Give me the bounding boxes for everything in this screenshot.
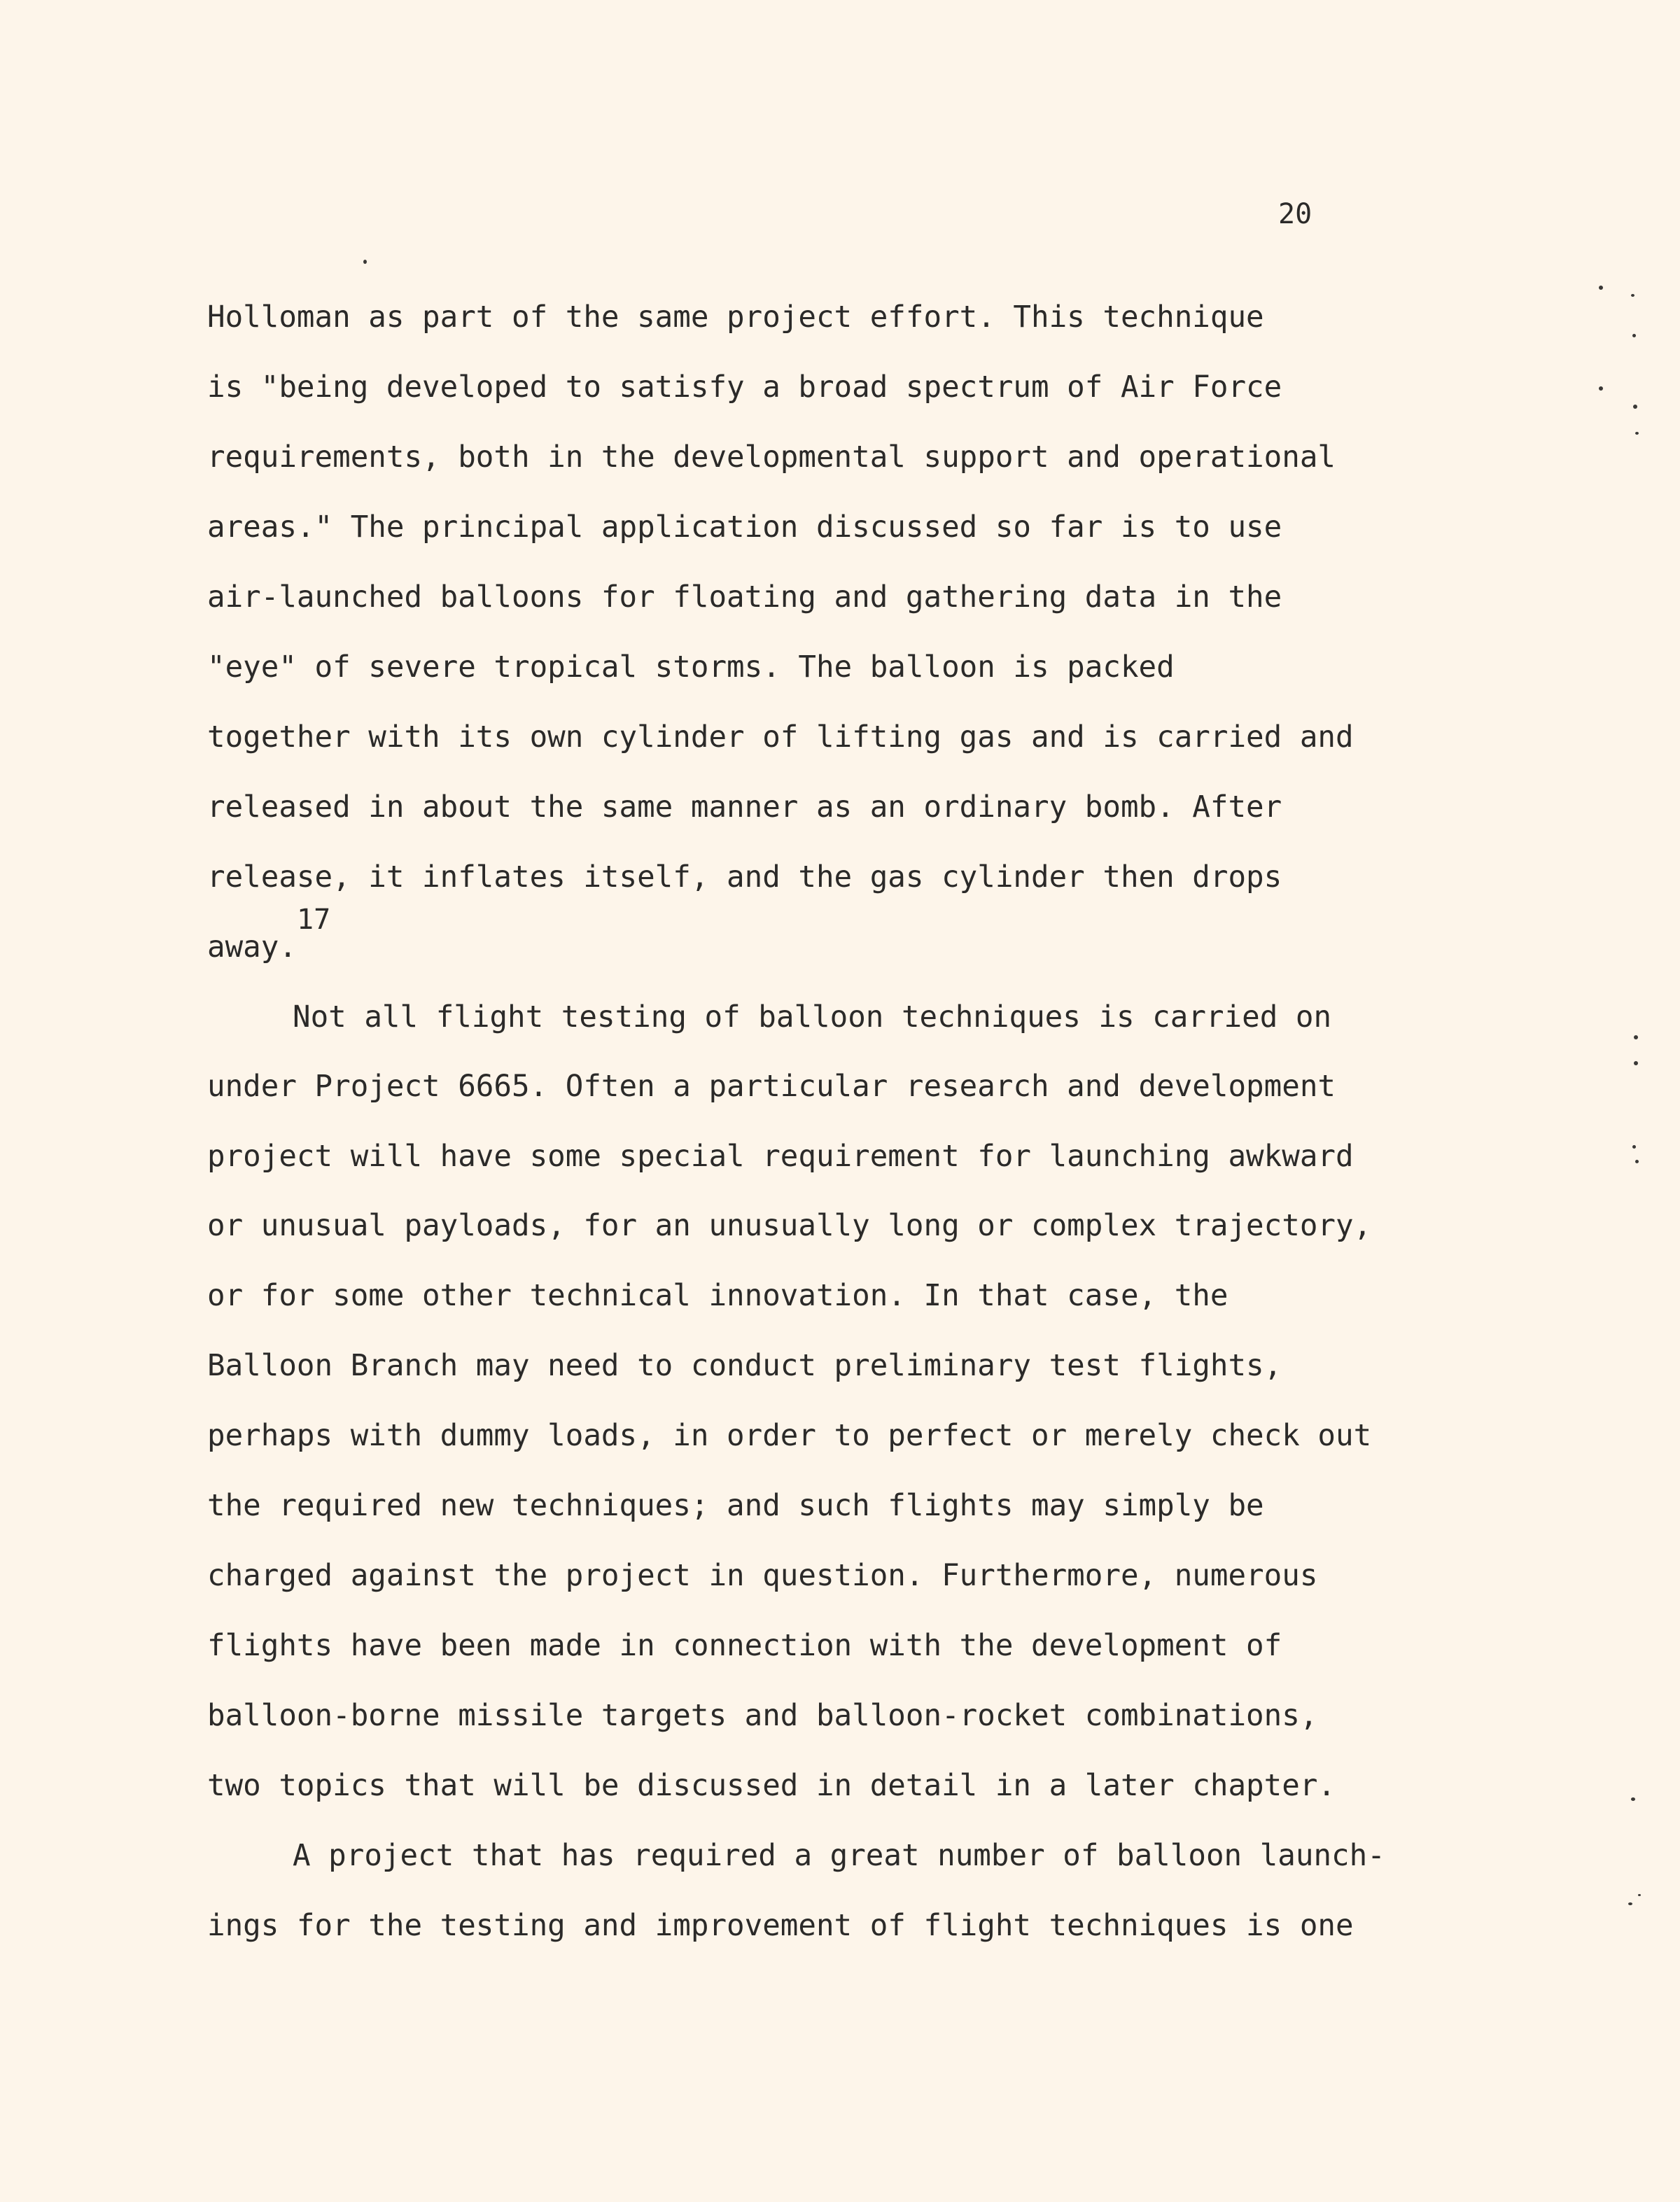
text-line: Holloman as part of the same project effort. This technique xyxy=(207,300,1264,335)
text-line: ings for the testing and improvement of flight techniques is one xyxy=(207,1909,1354,1943)
text-line: project will have some special requirement for launching awkward xyxy=(207,1139,1354,1174)
scan-speck xyxy=(1634,1035,1638,1039)
text-line: Not all flight testing of balloon techniques is carried on xyxy=(293,1000,1332,1035)
text-line: under Project 6665. Often a particular research and development xyxy=(207,1070,1336,1104)
text-line: released in about the same manner as an ordinary bomb. After xyxy=(207,790,1282,825)
text-line: the required new techniques; and such flights may simply be xyxy=(207,1489,1264,1523)
text-line: charged against the project in question. Furthermore, numerous xyxy=(207,1559,1318,1593)
page-number: 20 xyxy=(1278,198,1312,230)
text-line: release, it inflates itself, and the gas cylinder then drops xyxy=(207,860,1282,895)
scan-speck xyxy=(1631,1797,1635,1801)
text-line: Balloon Branch may need to conduct preliminary test flights, xyxy=(207,1349,1282,1383)
text-line: away. xyxy=(207,930,297,965)
scan-speck xyxy=(1631,294,1634,297)
text-line: A project that has required a great number of balloon launch- xyxy=(293,1839,1385,1873)
scan-speck xyxy=(1635,432,1639,435)
text-line: is "being developed to satisfy a broad spectrum of Air Force xyxy=(207,370,1282,405)
text-line: air-launched balloons for floating and gathering data in the xyxy=(207,580,1282,615)
footnote-reference: 17 xyxy=(297,904,331,936)
text-line: areas." The principal application discussed so far is to use xyxy=(207,510,1282,545)
text-line: requirements, both in the developmental support and operational xyxy=(207,440,1336,475)
scan-speck xyxy=(1632,1145,1636,1149)
scan-speck xyxy=(1599,286,1603,290)
scan-speck xyxy=(1635,1160,1639,1163)
text-line: or unusual payloads, for an unusually long or complex trajectory, xyxy=(207,1209,1372,1243)
text-line: "eye" of severe tropical storms. The balloon is packed xyxy=(207,650,1175,685)
scan-speck xyxy=(1632,334,1636,337)
text-line: perhaps with dummy loads, in order to perfect or merely check out xyxy=(207,1419,1372,1453)
scan-speck xyxy=(1599,386,1603,391)
text-line: flights have been made in connection with the development of xyxy=(207,1629,1282,1663)
scan-speck xyxy=(1638,1894,1641,1896)
scan-speck xyxy=(363,260,367,264)
scan-speck xyxy=(1634,1061,1638,1065)
scan-speck xyxy=(1628,1902,1632,1905)
scan-speck xyxy=(1633,405,1637,409)
text-line: two topics that will be discussed in detail in a later chapter. xyxy=(207,1769,1336,1803)
text-line: together with its own cylinder of lifting gas and is carried and xyxy=(207,720,1354,755)
text-line: balloon-borne missile targets and balloon-rocket combinations, xyxy=(207,1699,1318,1733)
text-line: or for some other technical innovation. In that case, the xyxy=(207,1279,1228,1313)
